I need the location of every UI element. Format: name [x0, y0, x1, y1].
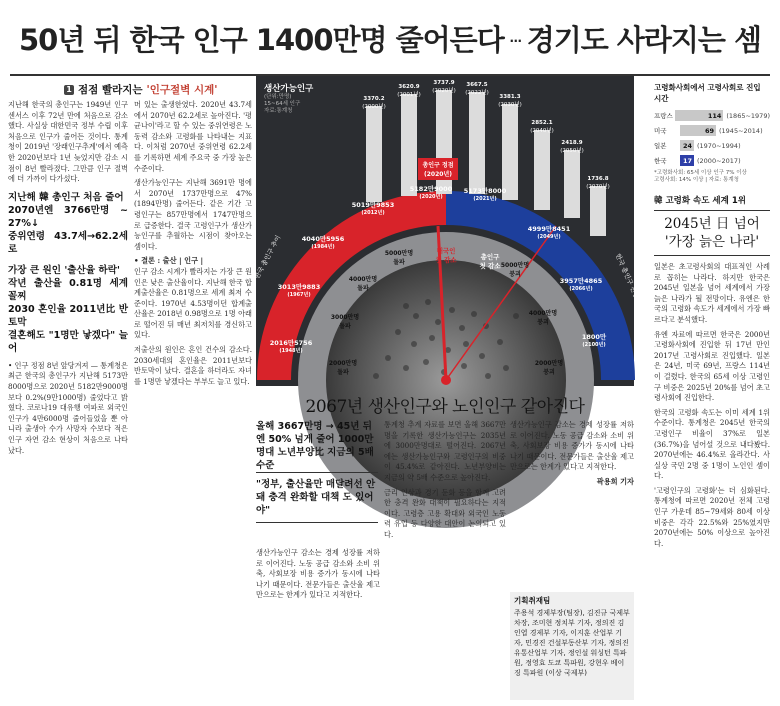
mid-para-2: 생산가능인구는 지난해 3691만 명에서 2070년 1737만명으로 47%(1894만명) 줄어든다. 같은 기간 고령인구는 857만명에서 1747만명으로 급증한다. 결국 고령인구가 생산가능인구를 추월하는 시점이 찾아오는 셈이다.: [134, 178, 252, 251]
bar-range: (1970~1994): [697, 141, 741, 150]
mid-para-3: 인구 감소 시계가 빨라지는 가장 큰 원인은 낮은 출산율이다. 지난해 한국 합계출산율은 0.81명으로 세계 최저 수준이다. 1970년 4.53명이던 합계출산율은 2018년 0.98명으로 1명 아래로 떨어진 뒤 매년 최저치를 경신하고 있다.: [134, 266, 252, 340]
red-badge-1: 3013만9883 (1967년): [277, 283, 321, 298]
side-label-left: 한국 총인구 추이: [252, 234, 283, 281]
top-value-2: 3737.9 (2020년): [432, 80, 456, 94]
bar-row: [654, 138, 770, 153]
headline-main: 50년 뒤 한국 인구 1400만명 줄어든다: [18, 22, 504, 57]
tag-quote: '인구절벽 시계': [146, 84, 218, 96]
bar-label: 미국: [654, 127, 667, 135]
milestone-3: 5000만명 돌파: [384, 250, 414, 266]
bar-label: 한국: [654, 157, 667, 165]
bar: 24: [680, 140, 694, 151]
right-kicker: 韓 고령화 속도 세계 1위: [654, 196, 746, 206]
bar-label: 프랑스: [654, 112, 673, 120]
infographic-title: 생산가능인구: [264, 84, 314, 94]
section-col-b: [384, 420, 506, 702]
bar: 69: [680, 125, 716, 136]
bar-range: (2000~2017): [697, 156, 741, 165]
bar-range: (1865~1979): [726, 111, 770, 120]
milestone-1: 3000만명 돌파: [330, 314, 360, 330]
milestone-0: 2000만명 돌파: [328, 360, 358, 376]
tag-number: 1: [64, 85, 74, 95]
center-label-total: 총인구 첫 감소: [479, 253, 501, 270]
right-head-1: 2045년 日 넘어: [664, 216, 760, 232]
right-para-3: 한국의 고령화 속도는 이미 세계 1위 수준이다. 통계청은 2045년 한국의 고령인구 비율이 37%로 일본(36.7%)을 넘어설 것으로 내다봤다. 2070년에는 46.4%로 올라간다. 사실상 국민 2명 중 1명이 노인인 셈이다.: [654, 407, 770, 481]
top-value-0: 3370.2 (2000년): [362, 96, 386, 110]
left-subhead-2: [8, 264, 128, 355]
bar-label: 일본: [654, 142, 667, 150]
box-text: 주용석 경제부장(팀장), 김진규 국제부 차장, 조미현 정치부 기자, 정의진 김인엽 경제부 기자, 이지훈 산업부 기자, 민경진 건설부동산부 기자, 정의진 유통산업부 기자, 정인설 워싱턴 특파원, 정영효 도쿄 특파원, 강현우 베이징 특파원 (이상 국제부): [514, 609, 630, 677]
milestone-4: 5000만명 붕괴: [500, 262, 530, 278]
section-title: 2067년 생산인구와 노인인구 같아진다: [305, 397, 585, 417]
top-value-4: 3381.3 (2030년): [498, 94, 522, 108]
section-col-c: [510, 420, 634, 588]
left-column: [8, 100, 128, 702]
top-value-1: 3620.9 (2001년): [397, 84, 421, 98]
headline-tail: 경기도 사라지는 셈: [526, 22, 762, 57]
red-badge-4: 5182만9000 (2020년): [409, 185, 453, 200]
subhead-1a: 지난해 韓 총인구 처음 줄어: [8, 191, 124, 203]
subhead-1c: 중위연령 43.7세→62.2세로: [8, 230, 128, 255]
right-body: [654, 262, 770, 618]
right-para-2: 유엔 자료에 따르면 한국은 2000년 고령화사회에 진입한 뒤 17년 만인 2017년 고령사회로 진입했다. 일본은 24년, 미국 69년, 프랑스 114년이 걸렸다. 한국의 65세 이상 고령인구 비중은 2025년 20%를 넘어 초고령사회에 진입한다.: [654, 329, 770, 403]
bar: 114: [675, 110, 724, 121]
right-rule-top: [654, 210, 770, 211]
box-title: 기획취재팀: [514, 596, 551, 605]
blue-badge-0: 5173만8000 (2021년): [463, 187, 507, 202]
left-subhead-1: [8, 191, 128, 256]
section-para-2b: 생산가능인구 감소는 경제 성장률 저하로 이어진다. 노동 공급 감소와 소비 위축, 사회보장 비용 증가가 동시에 나타나기 때문이다. 전문가들은 출산율 제고만으로는 한계가 있다고 지적한다.: [510, 420, 634, 472]
bar-row: [654, 123, 770, 138]
subhead-2c: 2030 혼인율 2011년比 반토막: [8, 303, 128, 328]
section-tag: [64, 82, 217, 97]
infographic-subtitle: (단위:만명) 15~64세 인구 자료:통계청: [264, 94, 301, 114]
subhead-1b: 2070년엔 3766만명 ~ 27%↓: [8, 204, 128, 229]
red-badge-2: 4040만5956 (1984년): [301, 235, 345, 250]
top-value-5: 2852.1 (2040년): [530, 120, 554, 134]
right-column: [640, 76, 770, 706]
mid-conclusion-head: • 결론 : 출산 | 인구 |: [134, 256, 204, 266]
milestone-5: 4000만명 붕괴: [528, 310, 558, 326]
bars-title: 고령화사회에서 고령사회로 진입 시간: [654, 83, 761, 103]
subhead-2b: 작년 출산율 0.81명 세계 꼴찌: [8, 277, 128, 302]
blue-badge-1: 4999만8451 (2049년): [527, 225, 571, 240]
top-value-7: 1736.8 (2070년): [586, 176, 610, 190]
population-infographic: [252, 76, 641, 386]
section-byline: 곽용희 기자: [596, 476, 634, 486]
section-para-1: 통계청 추계 자료를 보면 올해 3667만 명을 기록한 생산가능인구는 2035년에 3000만명대로 떨어진다. 2067년에는 생산가능인구와 고령인구의 비중이 45.4%로 같아진다. 노년부양비는 지금의 약 5배 수준으로 높아진다.: [384, 420, 506, 482]
right-rule-bottom: [654, 255, 770, 256]
left-para-1: 지난해 한국의 총인구는 1949년 인구 센서스 이후 72년 만에 처음으로 감소했다. 사실상 대한민국 정부 수립 이후 처음으로 인구가 줄어든 것이다. 통계청이 2019년 '장래인구추계'에서 예측한 2020년보다 1년 늦었지만 감소 시점이 8년 빨라졌다. 그만큼 인구 절벽에 더 가까이 다가섰다.: [8, 100, 128, 184]
tag-text: 점점 빨라지는: [78, 84, 143, 96]
milestone-2: 4000만명 돌파: [348, 276, 378, 292]
subhead-2d: 결혼해도 "1명만 낳겠다" 늘어: [8, 329, 128, 354]
page-headline: [0, 0, 780, 76]
middle-column: [134, 100, 252, 702]
bar-range: (1945~2014): [719, 126, 763, 135]
red-badge-3: 5019만9853 (2012년): [351, 201, 395, 216]
peak-label: 총인구 정점 (2020년): [418, 158, 458, 180]
milestone-6: 2000만명 붕괴: [534, 360, 564, 376]
top-values: [256, 76, 634, 226]
mid-para-4: 저출산의 원인은 혼인 건수의 감소다. 2030세대의 혼인율은 2011년보다 반토막이 났다. 결혼을 하더라도 자녀를 1명만 낳겠다는 부부도 늘고 있다.: [134, 345, 252, 386]
right-head-2: '가장 늙은 나라': [664, 234, 760, 250]
red-badge-0: 2016만5756 (1948년): [269, 339, 313, 354]
blue-badge-3: 1800만 (2100년): [581, 333, 607, 348]
right-para-4: '고령인구의 고령화'는 더 심화된다. 통계청에 따르면 2020년 전체 고령인구 가운데 85~79세와 80세 이상 비중은 각각 22.5%와 25%였지만 2070년에는 50% 이상으로 높아진다.: [654, 485, 770, 548]
subhead-2a: 가장 큰 원인 '출산율 하락': [8, 264, 120, 276]
left-para-2: • 인구 정점 8년 앞당겨져 — 통계청은 최근 한국의 총인구가 지난해 5173만8000명으로 2020년 5182만9000명보다 0.2%(9만1000명) 줄었다고 밝혔다. 코로나19 대유행 여파로 외국인 인구가 4만6000명 줄어들었을 뿐 아니라 출생아 수가 사망자 수보다 적은 인구 자연 감소 현상이 처음으로 나타났다.: [8, 360, 128, 455]
top-value-3: 3667.5 (2022년): [465, 82, 489, 96]
mid-para-1: 머 있는 출생한였다. 2020년 43.7세에서 2070년 62.2세로 높아진다. '평균나이'라고 할 수 있는 중위연령은 노동력 감소와 고령화를 나타내는 지표다. 이처럼 2070년 중위연령 62.2세를 기록하면 세계 주요국 중 가장 높은 수준이다.: [134, 100, 252, 173]
top-value-6: 2418.9 (2050년): [560, 140, 584, 154]
section-lead: 올해 3667만명 → 45년 뒤엔 50% 넘게 줄어 1000만명대 노년부양比 지금의 5배 수준: [256, 421, 374, 471]
section-para-3: 금리 인상과 경기 둔화 등을 함께 고려한 충격 완화 대책이 필요하다는 지적이다. 고령층 고용 확대와 외국인 노동력 유입 등 다양한 대안이 논의되고 있다.: [384, 487, 506, 539]
reporting-team-box: [510, 592, 634, 700]
aging-bar-chart: [640, 108, 770, 168]
headline-sep: …: [509, 31, 521, 45]
bar-row: [654, 108, 770, 123]
pull-quote: "정부, 출산율만 매달려선 안돼 충격 완화할 대책 도 있어야": [256, 472, 378, 523]
center-label-domestic: 내국인 첫 감소: [435, 247, 457, 264]
side-label-right: 한국 총인구 전망: [613, 252, 641, 300]
bar-row: [654, 153, 770, 168]
section-col-a: [256, 548, 380, 702]
section-para-2a: 생산가능인구 감소는 경제 성장률 저하로 이어진다. 노동 공급 감소와 소비 위축, 사회보장 비용 증가가 동시에 나타나기 때문이다. 전문가들은 출산율 제고만으로는 한계가 있다고 지적한다.: [256, 548, 380, 600]
bars-notes: *고령화사회: 65세 이상 인구 7% 이상 고령사회: 14% 이상 | 자료: 통계청: [654, 170, 747, 183]
right-para-1: 일본은 초고령사회의 대표적인 사례로 꼽히는 나라다. 하지만 한국은 2045년 일본을 넘어 세계에서 가장 늙은 나라가 될 전망이다. 유엔은 한국의 고령화 속도가 세계에서 가장 빠르다고 분석했다.: [654, 262, 770, 324]
blue-badge-2: 3957만4865 (2066년): [559, 277, 603, 292]
bar: 17: [680, 155, 694, 166]
